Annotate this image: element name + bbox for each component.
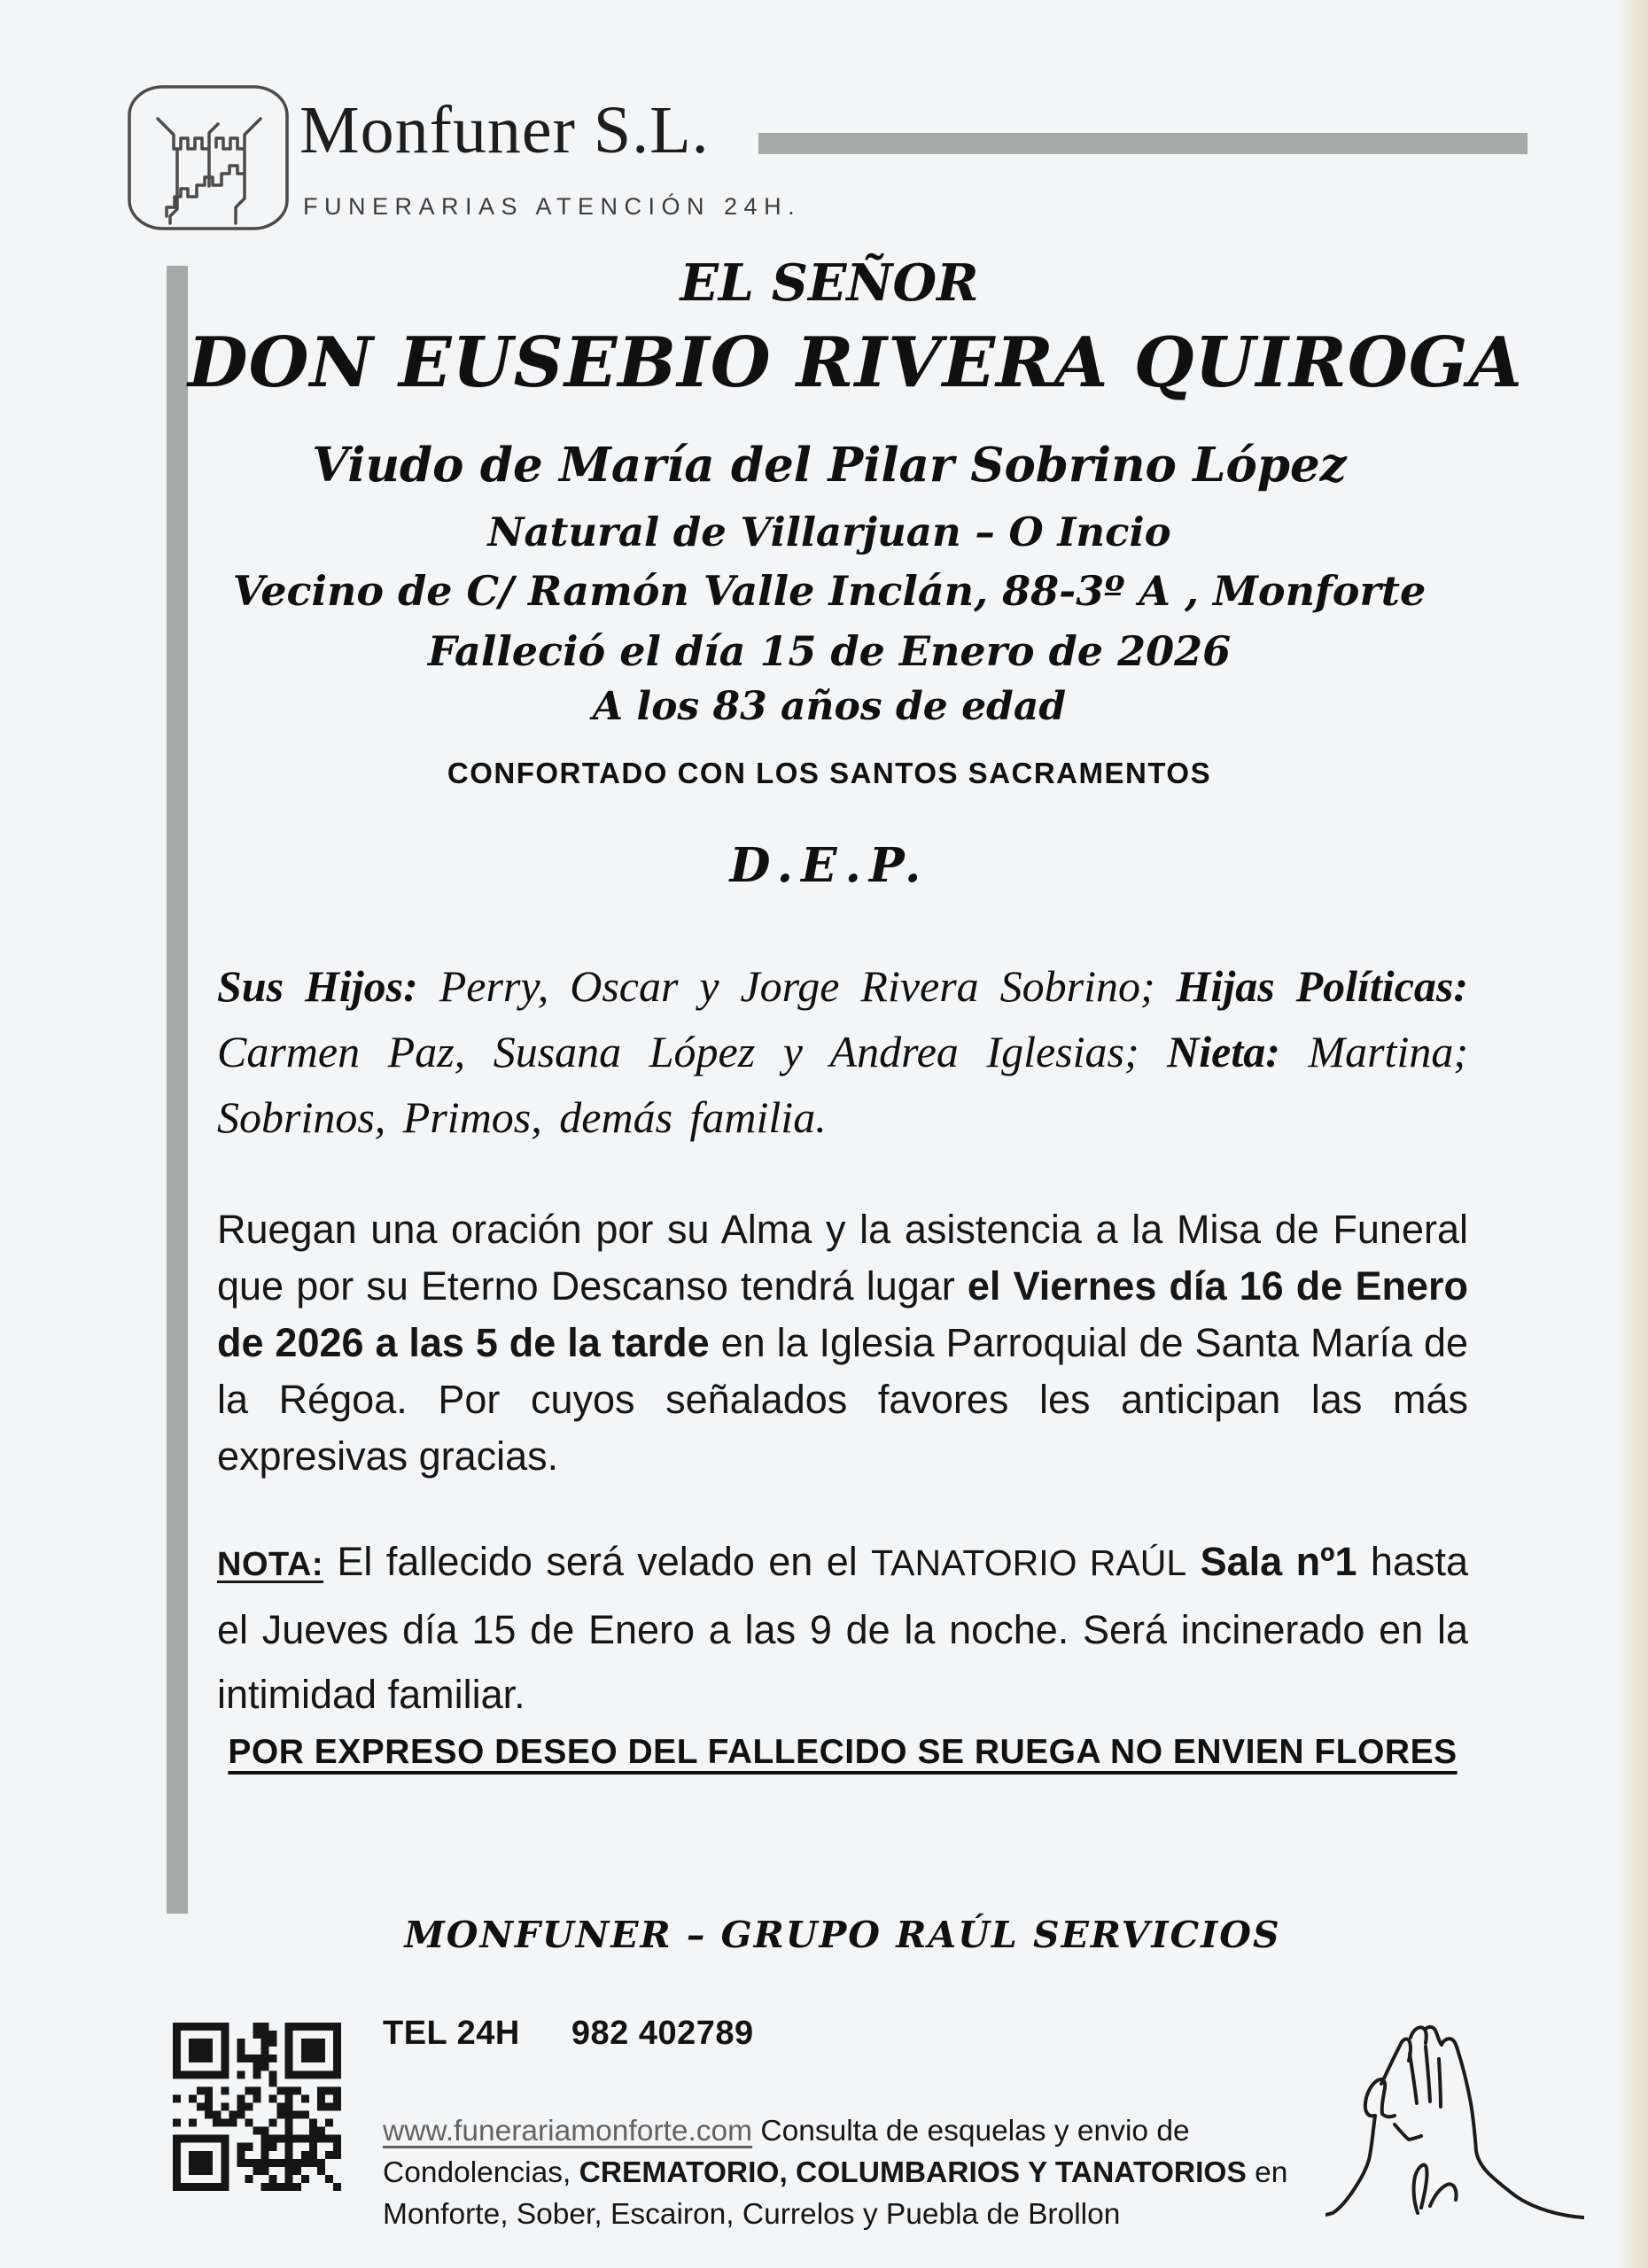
deceased-name: DON EUSEBIO RIVERA QUIROGA xyxy=(188,322,1523,403)
no-flowers-notice: POR EXPRESO DESEO DEL FALLECIDO SE RUEGA NO ENVIEN FLORES xyxy=(228,1733,1458,1771)
sacraments-line: CONFORTADO CON LOS SANTOS SACRAMENTOS xyxy=(447,757,1212,789)
castle-towers-emblem-icon xyxy=(124,82,292,234)
header-gray-bar xyxy=(758,133,1528,154)
family-label-daughters-in-law: Hijas Políticas: xyxy=(1176,961,1468,1011)
nota-sala: Sala nº1 xyxy=(1186,1539,1357,1584)
marital-line: Viudo de María del Pilar Sobrino López xyxy=(312,438,1347,493)
honorific-line: EL SEÑOR xyxy=(680,253,979,313)
nota-text-2: hasta el Jueves día 15 de Enero a las 9 de la noche. Será incinerado en la intimidad familiar. xyxy=(217,1539,1469,1717)
brand-tagline: FUNERARIAS ATENCIÓN 24H. xyxy=(303,193,802,220)
left-gray-bar xyxy=(167,266,188,1914)
nota-paragraph xyxy=(217,1529,1468,1727)
family-children: Perry, Oscar y Jorge Rivera Sobrino; xyxy=(417,961,1177,1011)
age-line: A los 83 años de edad xyxy=(592,684,1067,729)
phone-row xyxy=(383,2015,754,2053)
family-daughters-in-law: Carmen Paz, Susana López y Andrea Iglesias; xyxy=(217,1027,1168,1076)
tel-number: 982 402789 xyxy=(571,2015,754,2052)
funeral-text-1: Ruegan una oración por su Alma y la asistencia a la Misa de Funeral que por su Eterno Descanso tendrá lugar xyxy=(217,1207,1468,1309)
family-label-children: Sus Hijos: xyxy=(217,961,418,1011)
footer-services-paragraph xyxy=(383,2110,1357,2235)
funeral-paragraph xyxy=(217,1201,1468,1485)
nota-label: NOTA: xyxy=(217,1546,323,1583)
origin-line: Natural de Villarjuan – O Incio xyxy=(487,509,1171,555)
scan-page-edge xyxy=(1618,0,1648,2268)
funeral-text-2: en la Iglesia Parroquial de Santa María de la Régoa. Por cuyos señalados favores les anticipan las más expresivas gracias. xyxy=(217,1320,1468,1479)
funeral-date-highlight: el Viernes día 16 de Enero de 2026 a las 5 de la tarde xyxy=(217,1263,1468,1365)
dep-line: D.E.P. xyxy=(729,838,929,893)
website-link[interactable]: www.funerariamonforte.com xyxy=(383,2115,753,2148)
nota-text-1: El fallecido será velado en el xyxy=(323,1539,872,1584)
tel-label: TEL 24H xyxy=(383,2015,520,2052)
services-bold: CREMATORIO, COLUMBARIOS Y TANATORIOS xyxy=(579,2156,1247,2189)
family-paragraph xyxy=(217,953,1468,1150)
services-text-2: en Monforte, Sober, Escairon, Currelos y Puebla de Brollon xyxy=(383,2156,1288,2231)
brand-name: Monfuner S.L. xyxy=(299,93,710,167)
family-label-granddaughter: Nieta: xyxy=(1167,1027,1280,1076)
group-signature-line: MONFUNER – GRUPO RAÚL SERVICIOS xyxy=(404,1914,1281,1956)
residence-line: Vecino de C/ Ramón Valle Inclán, 88-3º A , Monforte xyxy=(232,567,1426,615)
nota-tanatorio: TANATORIO RAÚL xyxy=(871,1542,1187,1583)
qr-code xyxy=(173,2023,341,2191)
services-text-1: Consulta de esquelas y envio de Condolencias, xyxy=(383,2115,1190,2189)
death-date-line: Falleció el día 15 de Enero de 2026 xyxy=(427,627,1232,675)
family-granddaughter: Martina; Sobrinos, Primos, demás familia. xyxy=(217,1027,1468,1142)
praying-hands-icon xyxy=(1325,2020,1584,2225)
